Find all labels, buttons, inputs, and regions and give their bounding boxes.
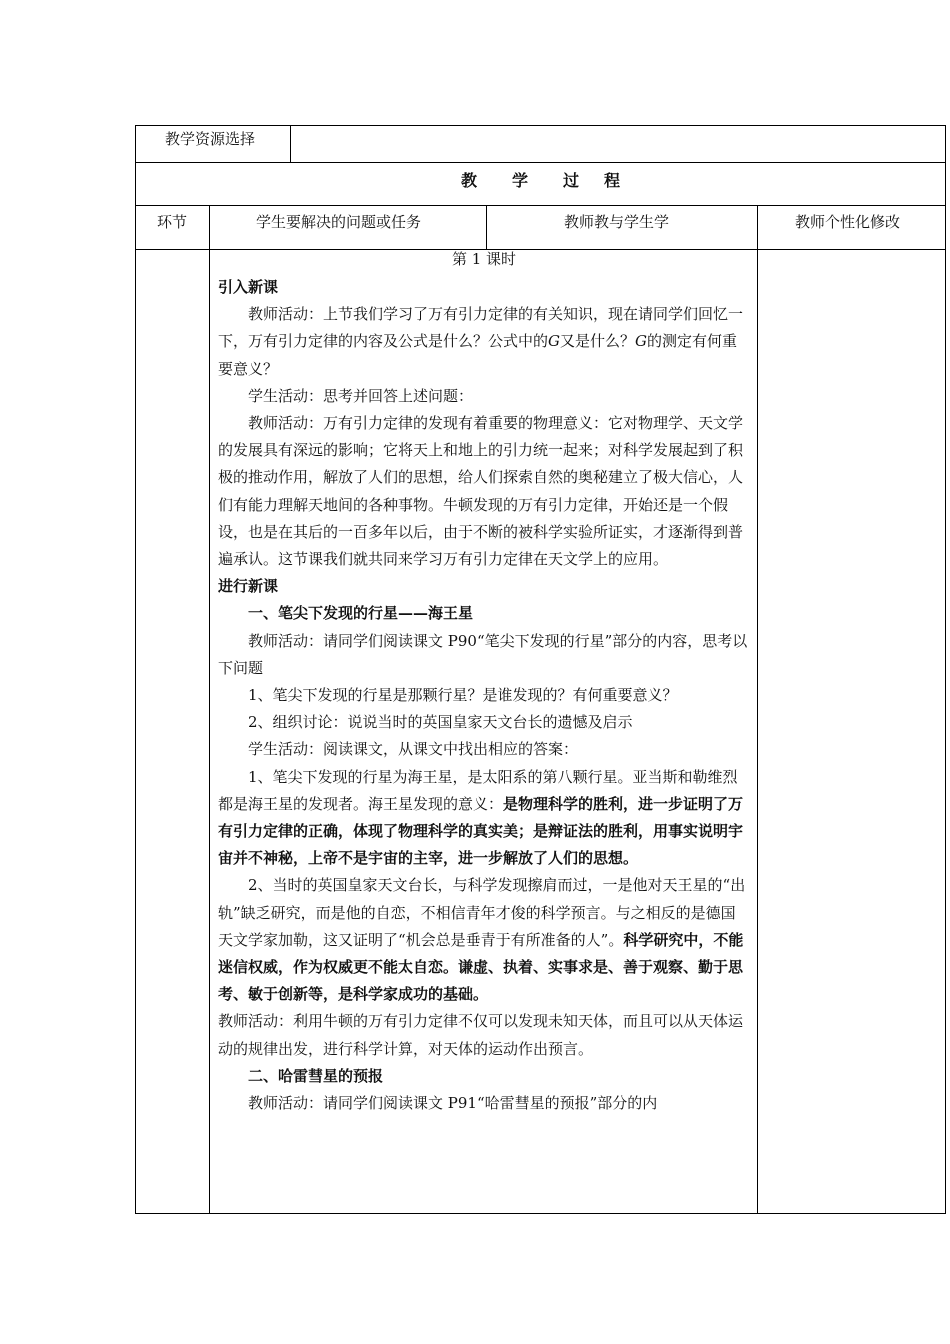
intro-heading: 引入新课 [218,278,279,296]
question-2: 2、组织讨论：说说当时的英国皇家天文台长的遗憾及启示 [248,713,633,732]
paragraph-student-think: 学生活动：思考并回答上述问题： [248,386,474,405]
paragraph-significance: 教师活动：万有引力定律的发现有着重要的物理意义：它对物理学、天文学的发展具有深远的影响；它将天上和地上的引力统一起来；对科学发展起到了积极的推动作用，解放了人们的思想，给人们探索自然的奥秘建立了极大信心，人们有能力理解天地间的各种事物。牛顿发现的万有引力定律，开始还是一个假设，也是在其后的一百多年以后，由于不断的被科学实验所证实，才逐渐得到普遍承认。这节课我们就共同来学习万有引力定律在天文学上的应用。 [218,414,744,569]
paragraph-read-p91: 教师活动：请同学们阅读课文 P91“哈雷彗星的预报”部分的内 [248,1094,658,1113]
process-title-char-2: 学 [512,171,529,190]
question-1: 1、笔尖下发现的行星是那颗行星？是谁发现的？有何重要意义？ [248,686,678,705]
lesson-content [218,248,750,1117]
paragraph-prediction: 教师活动：利用牛顿的万有引力定律不仅可以发现未知天体，而且可以从天体运动的规律出发，进行科学计算，对天体的运动作出预言。 [218,1012,744,1058]
new-lesson-heading: 进行新课 [218,577,279,596]
process-title-char-4: 程 [604,171,621,190]
resource-label: 教学资源选择 [165,130,256,148]
body-cell-personal [757,249,946,1214]
header-task: 学生要解决的问题或任务 [256,213,422,231]
header-segment: 环节 [157,213,188,231]
resource-value-cell [290,125,946,163]
symbol-g: G [635,332,647,351]
lesson-number: 第 1 课时 [451,250,517,268]
header-personal-edit: 教师个性化修改 [795,213,901,231]
paragraph-student-read: 学生活动：阅读课文，从课文中找出相应的答案： [248,740,579,759]
paragraph-read-p90: 教师活动：请同学们阅读课文 P90“笔尖下发现的行星”部分的内容，思考以下问题 [218,631,748,677]
answer-2: 2、当时的英国皇家天文台长，与科学发现擦肩而过，一是他对天王星的“出轨”缺乏研究，而是他的自恋，不相信青年才俊的科学预言。与之相反的是德国天文学家加勒，这又证明了“机会总是垂青于有所准备的人”。科学研究中，不能迷信权威，作为权威更不能太自恋。谦虚、执着、实事求是、善于观察、勤于思考、敏于创新等，是科学家成功的基础。 [218,876,746,1004]
header-teach-learn: 教师教与学生学 [564,213,670,231]
answer-1: 1、笔尖下发现的行星为海王星，是太阳系的第八颗行星。亚当斯和勒维烈都是海王星的发现者。海王星发现的意义：是物理科学的胜利，进一步证明了万有引力定律的正确，体现了物理科学的真实美；是辩证法的胜利，用事实说明宇宙并不神秘，上帝不是宇宙的主宰，进一步解放了人们的思想。 [218,767,744,868]
body-cell-segment [135,249,210,1214]
symbol-g: G [548,332,560,351]
section-heading-halley: 二、哈雷彗星的预报 [248,1066,384,1085]
paragraph-review: 教师活动：上节我们学习了万有引力定律的有关知识，现在请同学们回忆一下，万有引力定律的内容及公式是什么？公式中的G又是什么？G的测定有何重要意义？ [218,305,744,378]
process-title-char-1: 教 [461,171,478,190]
section-heading-neptune: 一、笔尖下发现的行星——海王星 [248,604,474,623]
process-title-cell [135,162,946,206]
process-title-char-3: 过 [563,171,580,190]
